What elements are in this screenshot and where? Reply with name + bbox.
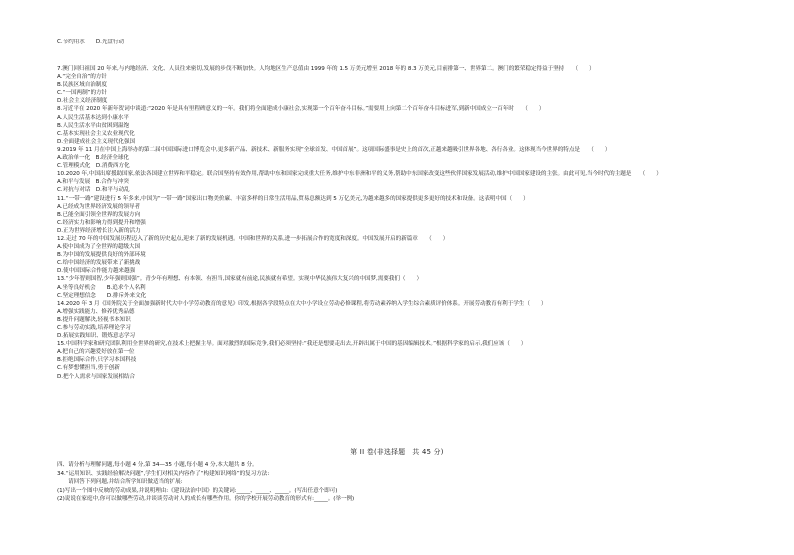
text-line: A.和平与发展 B.合作与冲突 [57, 179, 129, 186]
text-line: B.已能全面引领全世界的发展方向 [57, 211, 141, 218]
text-line: A.坐等良好机会 B.追求个人名利 [57, 284, 146, 291]
text-line: 9.2019 年 11 月在中国上海举办的第二届中国国际进口博览会中,更多新产品、新技术、新服务实现“全球首发、中国首展”。这项国际盛事是史上的首次,正越来越吸引世界各地、各行各业。这体现当今世界的特点是 （ ） [57, 146, 611, 153]
text-line: (1)写出一个图中反映的劳动成果,并说明理由:《建设法治中国》的关键词:_____、_____、_____。(写出任意个即可) [57, 487, 338, 494]
text-line: 7.澳门回归祖国 20 年来,与内地经济、文化、人员往来密切,发展的步伐不断加快。人均地区生产总值由 1999 年的 1.5 万美元增至 2018 年的 8.3 万美元,目前排第一、世界第二。澳门的繁荣稳定得益于坚持 （ ） [57, 66, 595, 72]
text-line: B.拒绝国际合作,只学习本国科技 [57, 357, 137, 364]
text-line: C.对抗与对话 D.和平与动乱 [57, 187, 130, 194]
text-line: A.把自己的兴趣爱好放在第一位 [57, 349, 135, 356]
text-line: D.把个人需求与国家发展相结合 [57, 373, 136, 380]
text-line: 11.“一带一路”建设进行 5 年多来,中国为“一带一路”国家出口物美价廉、丰富多样的日常生活用品,贸易总额达到 5 万亿美元,为越来越多的国家提供更多更好的技术和设备。这表明中国（ ） [57, 195, 529, 202]
text-line: C.基本实现社会主义农业现代化 [57, 130, 135, 137]
text-line: B.人民生活水平由贫困到温饱 [57, 122, 130, 129]
text-line: 请回答下列问题,并结合所学知识做适当的扩展: [57, 479, 183, 486]
top-fragment [57, 39, 757, 46]
text-line: 12.走过 70 年的中国发展历程迈入了新的历史起点,迎来了新的发展机遇。中国和世界的关系,进一步拓展合作的宽度和深度。中国发展开启的新篇章 （ ） [57, 235, 449, 242]
text-line: A.政治单一化 B.经济全球化 [57, 155, 129, 162]
text-line: 四、请分析与理解问题,每小题 4 分,第 34—35 小题,每小题 4 分,本大题共 8 分。 [57, 462, 258, 468]
text-line: D.全面建成社会主义现代化强国 [57, 138, 136, 145]
text-line: A.“完全自治”的方针 [57, 74, 107, 81]
text-line: 14.2020 年 3 月《国务院关于全面加强新时代大中小学劳动教育的意见》印发,根据各学段特点在大中小学设立劳动必修课程,将劳动素养纳入学生综合素质评价体系。开展劳动教育有利于学生（ ） [57, 300, 547, 307]
text-line: C.“一国两制”的方针 [57, 90, 108, 97]
text-line: C.坚定理想信念 D.排斥外来文化 [57, 292, 147, 299]
text-line: A.已经成为世界经济发展的领导者 [57, 203, 141, 210]
text-line: B.为中国的发展提供良好的外部环境 [57, 252, 146, 259]
multiple-choice-block [57, 65, 757, 381]
text-line: D.拓展实践知识、锻炼意志学习 [57, 333, 136, 340]
text-line: A.使中国成为了全世界的超级大国 [57, 244, 141, 251]
text-line: C.管理模式化 D.消费西方化 [57, 163, 130, 170]
text-line: 10.2020 年,中国出席援助国家,依法各国建立世界和平稳定。联合国坚持有效作用,帮助中东和国家完成重大任务,维护中东非洲和平的义务,帮助中东国家改变这些伙伴国家发展活动,维护中国国家建设的主张。由此可见,当今时代的主题是 （ ） [57, 171, 662, 178]
text-line: D.社会主义经济制度 [57, 98, 108, 105]
text-line: B.民族区域自治制度 [57, 82, 107, 89]
text-line: C.有梦想懂担当,勇于创新 [57, 365, 120, 372]
text-line: 15.中国科学家和研究团队利用全世界的研究,在技术上把握主导。面对激烈的国际竞争,我们必须坚持:“我还是想要走出去,开辟出属于中国的基因编辑技术。”根据科学家的启示,我们应该（ ） [57, 341, 527, 348]
text-line: 34.“运用知识、实践经验解决问题”,学生们对相关内容作了“构建知识网络”的复习方法: [57, 470, 270, 477]
section-title: 第 II 卷(非选择题 共 45 分) [350, 448, 444, 456]
text-line: 13.“少年智则国智,少年强则国强”。青少年有理想、有本领、有担当,国家就有前途,民族就有希望。实现中华民族伟大复兴的中国梦,需要我们（ ） [57, 276, 423, 283]
essay-block [57, 461, 757, 504]
text-line: C.给中国经济的发展带来了新挑战 [57, 260, 141, 267]
text-line: A.人民生活基本达到小康水平 [57, 114, 129, 121]
text-line: C.参与劳动实践,培养理论学习 [57, 325, 131, 331]
previous-question-options: C.节约用水 D.光盘行动 [57, 39, 125, 45]
text-line: (2)说说在家庭中,你可以做哪些劳动,并谈谈劳动对人的成长有哪些作用。你的学校开展劳动教育的形式有:_____。(举一例) [57, 496, 355, 503]
text-line: B.提升问题解决,轻视书本知识 [57, 316, 131, 323]
text-line: A.增强实践能力、修养优秀品德 [57, 308, 135, 315]
text-line: 8.习近平在 2020 年新年贺词中谈道:“2020 年是具有里程碑意义的一年。我们将全面建成小康社会,实现第一个百年奋斗目标。”需要用上向第二个百年奋斗目标进军,到新中国成立一百年时 （ ） [57, 106, 545, 113]
text-line: D.正为世界经济增长注入新的活力 [57, 227, 141, 234]
text-line: D.使中国国际合作能力越来越强 [57, 268, 136, 275]
text-line: C.经济实力和影响力得到提升和增强 [57, 219, 146, 226]
